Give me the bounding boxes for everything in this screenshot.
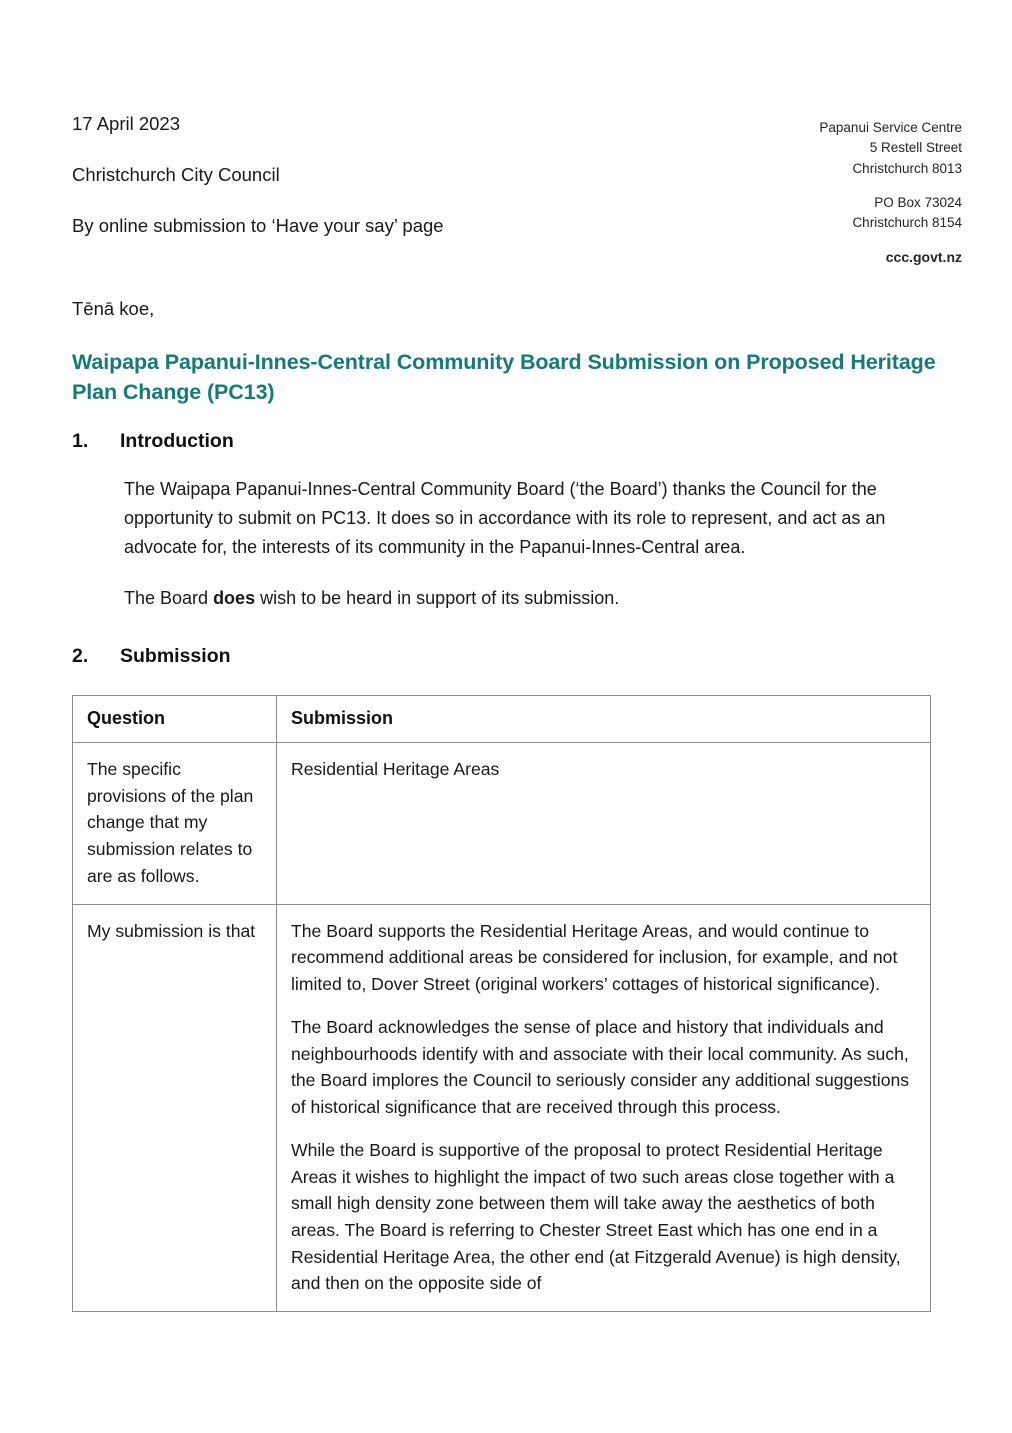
table-row (73, 743, 931, 905)
council-website: ccc.govt.nz (885, 249, 962, 266)
section-title: Submission (120, 645, 231, 667)
section-heading (72, 645, 962, 668)
table-header-row (73, 696, 931, 743)
section-number: 2. (72, 645, 89, 667)
intro-paragraph-1: The Waipapa Papanui-Innes-Central Community Board (‘the Board’) thanks the Council for the opportunity to submit on PC13. It does so in accordance with its role to represent, and act as an advocate for, the interests of its community in the Papanui-Innes-Central area. (124, 479, 886, 558)
letter-delivery-method: By online submission to ‘Have your say’ page (72, 214, 444, 236)
intro-p2-emphasis: does (213, 588, 256, 609)
submission-paragraph: While the Board is supportive of the proposal to protect Residential Heritage Areas it wishes to highlight the impact of two such areas close together with a small high density zone between them will take away the aesthetics of both areas. The Board is referring to Chester Street East which has one end in a Residential Heritage Area, the other end (at Fitzgerald Avenue) is high density, and then on the opposite side of (291, 1139, 901, 1294)
document-title: Waipapa Papanui-Innes-Central Community Board Submission on Proposed Heritage Plan Change (PC13) (72, 350, 936, 404)
address-spacer (819, 179, 962, 193)
section-introduction (72, 430, 962, 614)
section-title: Introduction (120, 430, 234, 452)
cell-question: The specific provisions of the plan change that my submission relates to are as follows. (73, 743, 277, 905)
greeting-text: Tēnā koe, (72, 298, 155, 319)
intro-p2-after: wish to be heard in support of its submission. (255, 588, 620, 609)
sender-address-block (819, 112, 962, 268)
letter-recipient: Christchurch City Council (72, 163, 280, 185)
section-heading (72, 430, 962, 453)
letter-date: 17 April 2023 (72, 113, 181, 134)
submission-paragraph: Residential Heritage Areas (291, 759, 500, 779)
table-row (73, 904, 931, 1312)
cell-submission (277, 904, 931, 1312)
section-submission (72, 645, 962, 668)
submission-paragraph: The Board supports the Residential Heritage Areas, and would continue to recommend additional areas be considered for inclusion, for example, and not limited to, Dover Street (original workers’ cottages of historical significance). (291, 920, 898, 995)
intro-paragraph-2 (124, 584, 962, 613)
cell-question: My submission is that (73, 904, 277, 1312)
section-body (124, 475, 962, 614)
intro-p2-before: The Board (124, 588, 214, 609)
column-header-submission: Submission (277, 696, 931, 743)
address-po-box: PO Box 73024 (874, 194, 962, 210)
address-line-3: Christchurch 8013 (852, 160, 962, 176)
column-header-question: Question (73, 696, 277, 743)
letter-heading-block (72, 112, 632, 239)
address-line-1: Papanui Service Centre (819, 120, 962, 135)
section-number: 1. (72, 430, 89, 452)
submission-paragraph: The Board acknowledges the sense of place and history that individuals and neighbourhoods identify with and associate with their local community. As such, the Board implores the Council to seriously consider any additional suggestions of historical significance that are received through this process. (291, 1016, 910, 1118)
cell-submission (277, 743, 931, 905)
page-header (72, 112, 962, 268)
address-line-2: 5 Restell Street (869, 140, 962, 156)
address-line-5: Christchurch 8154 (852, 215, 962, 230)
submission-table (72, 695, 931, 1312)
